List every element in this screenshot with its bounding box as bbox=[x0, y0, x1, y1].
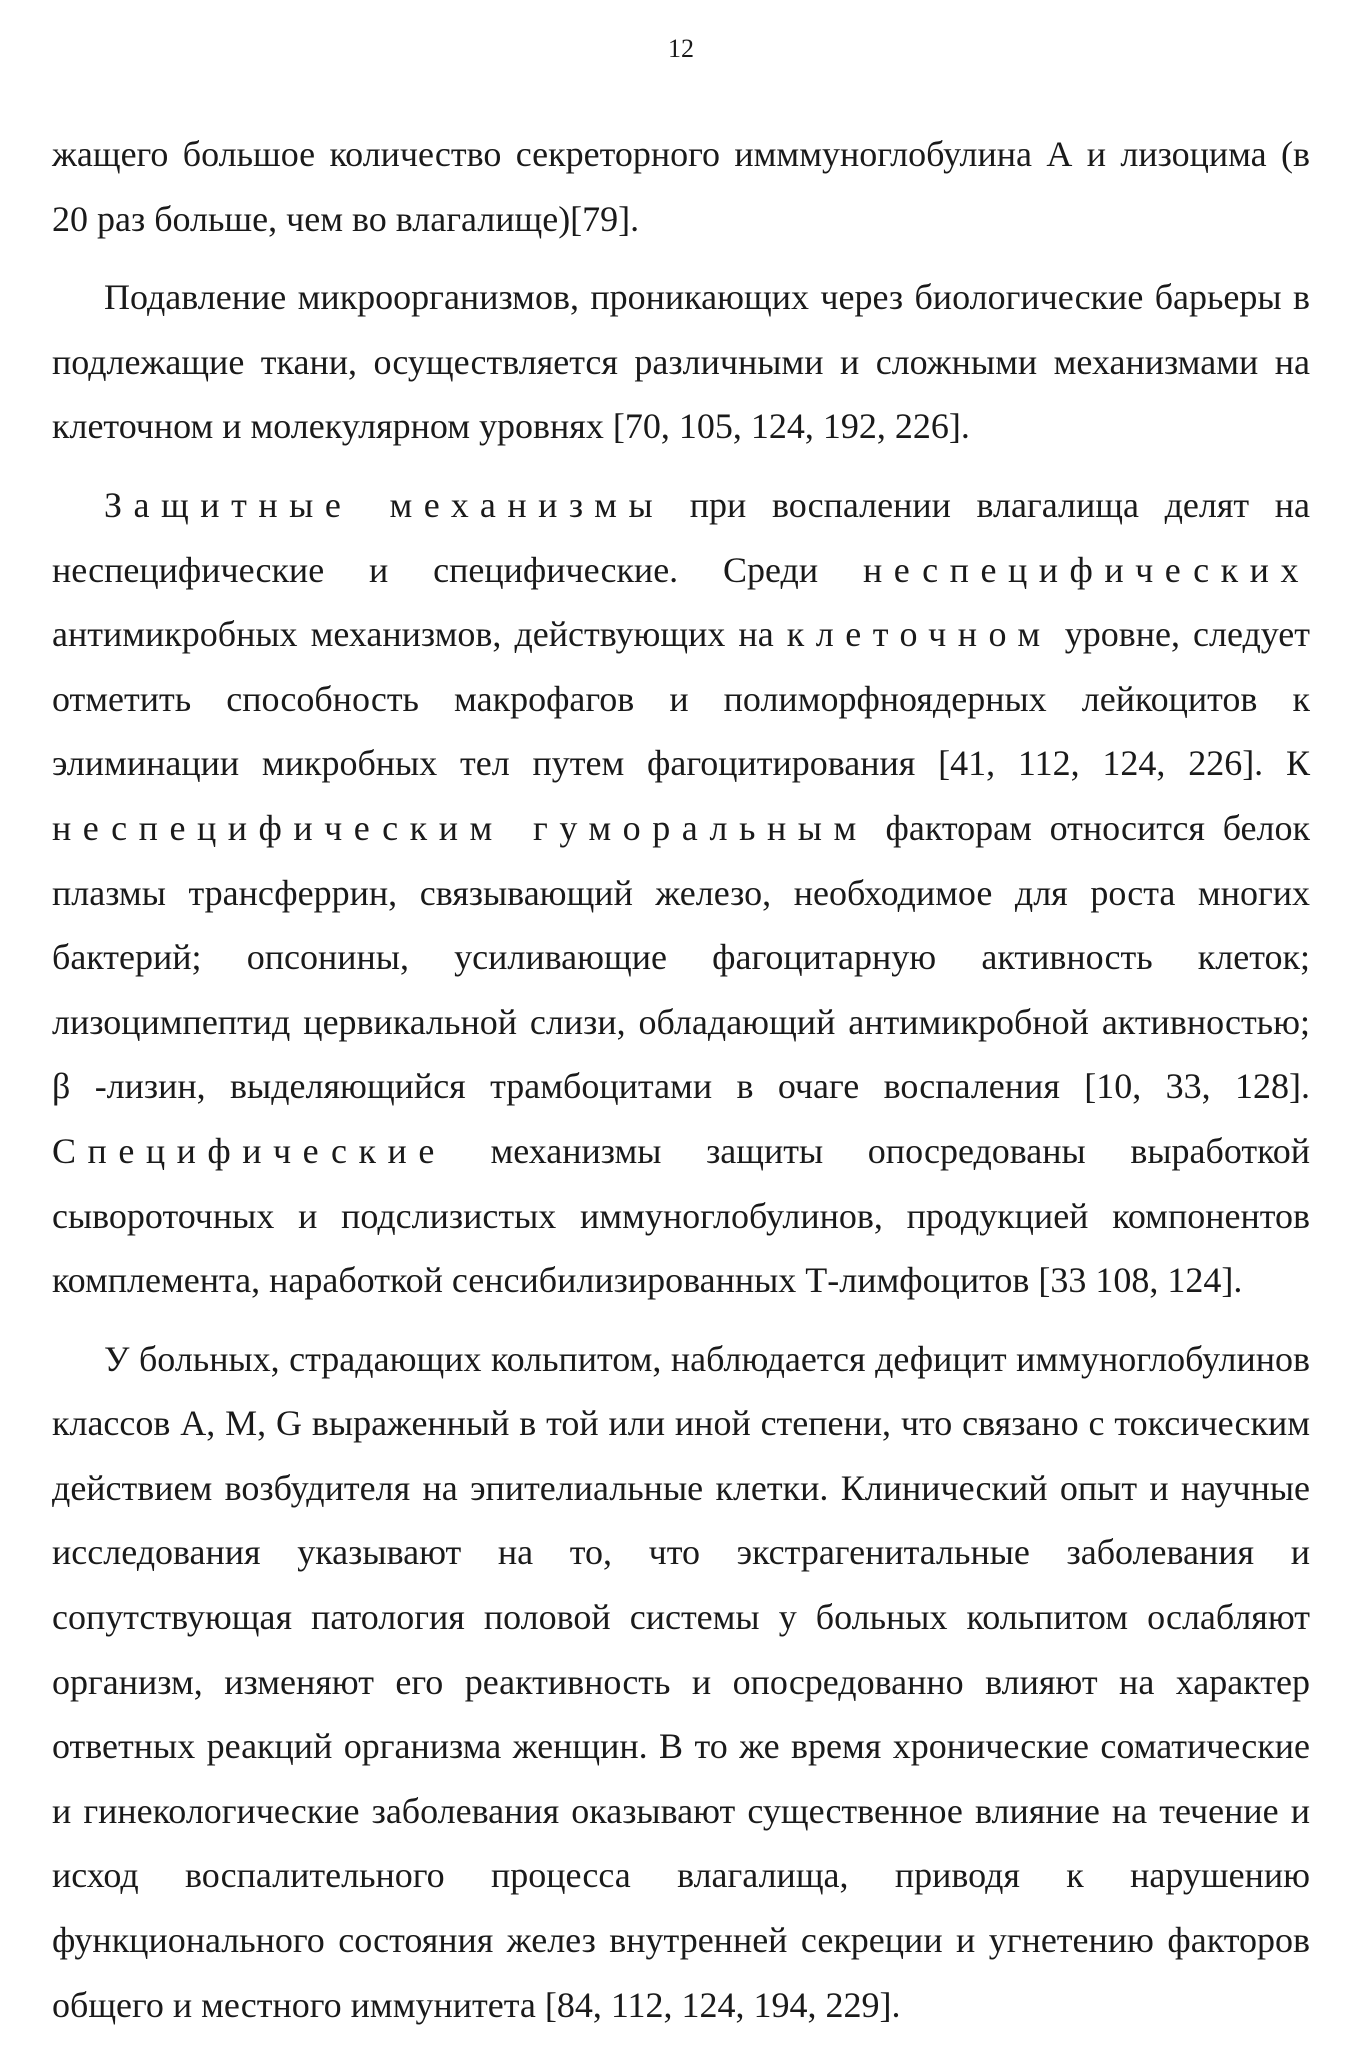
body-text bbox=[52, 122, 1310, 2051]
paragraph-suppression bbox=[52, 265, 1310, 459]
document-page bbox=[52, 0, 1310, 2050]
paragraph-patients bbox=[52, 1327, 1310, 2038]
text-segment: жащего большое количество секреторного имммуноглобулина А и лизоцима (в 20 раз больше, чем во влагалище)[79]. bbox=[52, 134, 1310, 239]
text-segment: уровне, следует отметить способность макрофагов и полиморфноядерных лейкоцитов к элиминации микробных тел путем фагоцитирования [41, 112, 124, 226]. К bbox=[52, 614, 1310, 784]
paragraph-defense-mechanisms bbox=[52, 473, 1310, 1313]
text-segment: факторам относится белок плазмы трансферрин, связывающий железо, необходимое для роста многих бактерий; опсонины, усиливающие фагоцитарную активность клеток; лизоцимпептид цервикальной слизи, обладающий антимикробной активностью; β -лизин, выделяющийся трамбоцитами в очаге воспаления [10, 33, 128]. bbox=[52, 807, 1310, 1107]
text-segment: Подавление микроорганизмов, проникающих через биологические барьеры в подлежащие ткани, осуществляется различными и сложными механизмами на клеточном и молекулярном уровнях [70, 105, 124, 192, 226]. bbox=[52, 277, 1310, 447]
spaced-term-nonspecific: неспецифических bbox=[862, 549, 1310, 590]
paragraph-continuation bbox=[52, 122, 1310, 251]
spaced-term-defense-mechanisms: Защитные механизмы bbox=[104, 484, 665, 525]
text-segment: при воспалении влагалища делят на неспецифические и специфические. Среди bbox=[52, 484, 1310, 590]
spaced-term-cellular: клеточном bbox=[786, 614, 1052, 655]
spaced-term-specific: Специфические bbox=[52, 1130, 446, 1171]
text-segment: механизмы защиты опосредованы выработкой сывороточных и подслизистых иммуноглобулинов, продукцией компонентов комплемента, наработкой сенсибилизированных Т-лимфоцитов [33 108, 124]. bbox=[52, 1130, 1310, 1301]
text-segment: антимикробных механизмов, действующих на bbox=[52, 614, 787, 655]
text-segment: У больных, страдающих кольпитом, наблюдается дефицит иммуноглобулинов классов А, М, G выраженный в той или иной степени, что связано с токсическим действием возбудителя на эпителиальные клетки. Клинический опыт и научные исследования указывают на то, что экстрагенитальные заболевания и сопутствующая патология половой системы у больных кольпитом ослабляют организм, изменяют его реактивность и опосредованно влияют на характер ответных реакций организма женщин. В то же время хронические соматические и гинекологические заболевания оказывают существенное влияние на течение и исход воспалительного процесса влагалища, приводя к нарушению функционального состояния желез внутренней секреции и угнетению факторов общего и местного иммунитета [84, 112, 124, 194, 229]. bbox=[52, 1338, 1310, 2025]
page-number: 12 bbox=[668, 34, 694, 63]
spaced-term-humoral: неспецифическим гуморальным bbox=[52, 807, 868, 848]
